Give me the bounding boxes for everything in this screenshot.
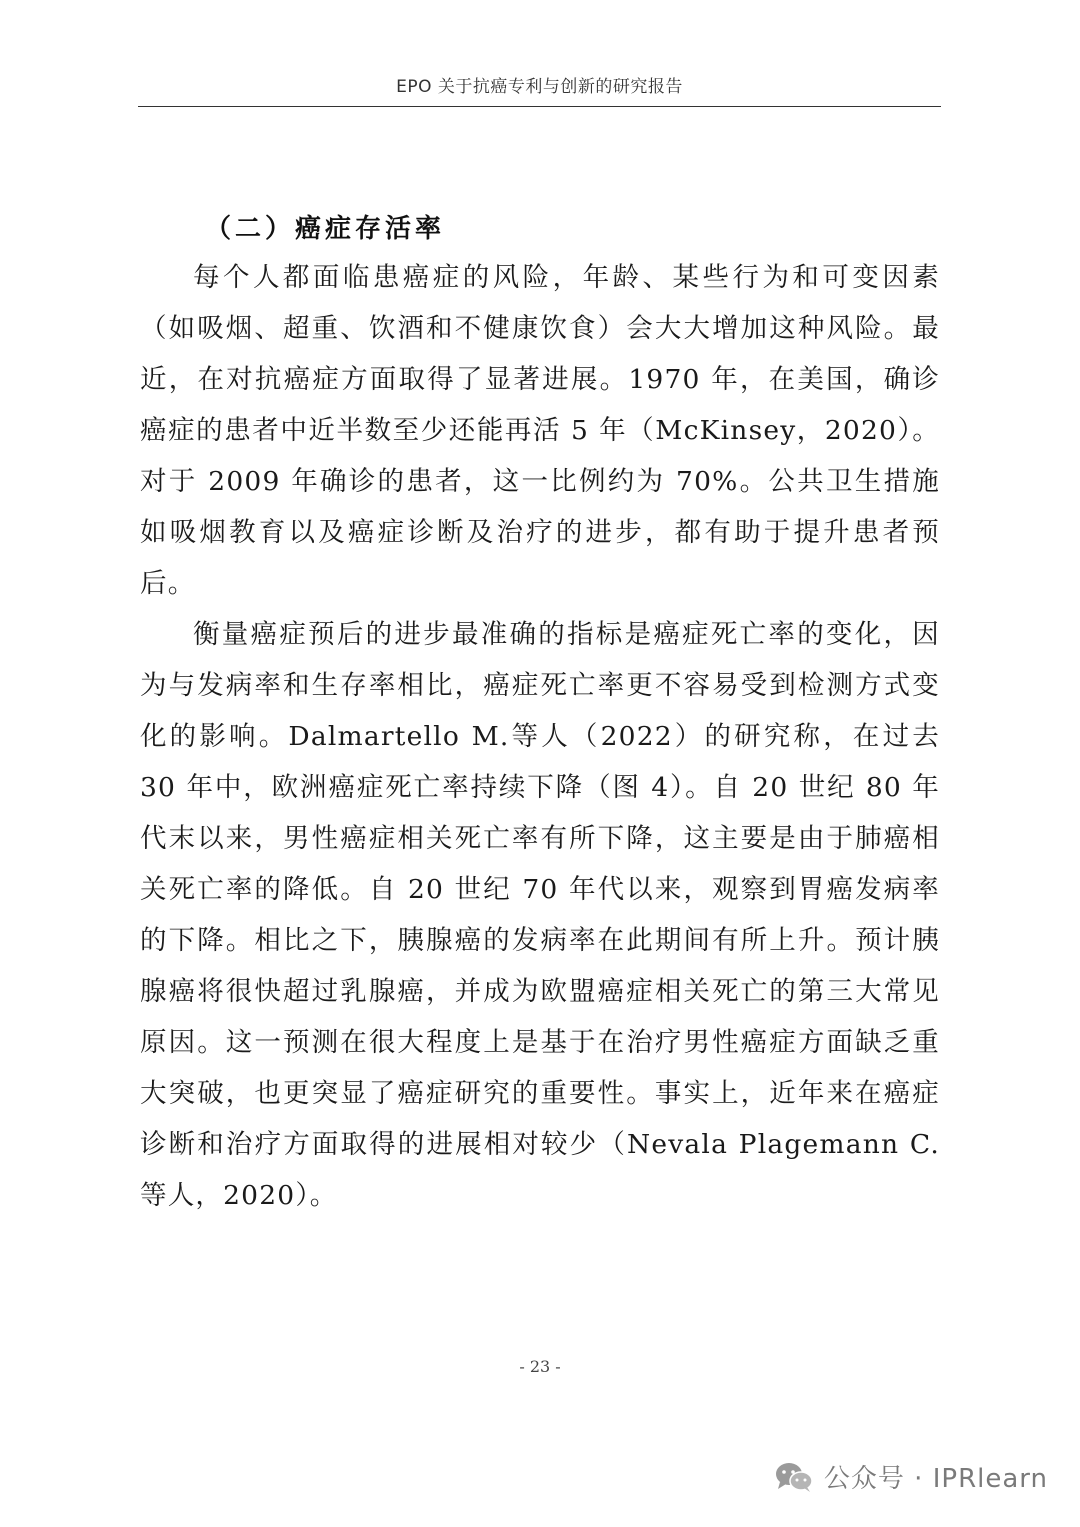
- paragraph-1: 每个人都面临患癌症的风险，年龄、某些行为和可变因素（如吸烟、超重、饮酒和不健康饮食）会大大增加这种风险。最近，在对抗癌症方面取得了显著进展。1970 年，在美国，确诊癌症的患者中近半数至少还能再活 5 年（McKinsey，2020）。对于 2009 年确诊的患者，这一比例约为 70%。公共卫生措施如吸烟教育以及癌症诊断及治疗的进步，都有助于提升患者预后。: [140, 262, 940, 599]
- section-heading: （二）癌症存活率: [205, 214, 446, 244]
- wechat-icon: [774, 1461, 814, 1493]
- running-header: EPO 关于抗癌专利与创新的研究报告: [396, 77, 683, 97]
- paragraph-2: 衡量癌症预后的进步最准确的指标是癌症死亡率的变化，因为与发病率和生存率相比，癌症死亡率更不容易受到检测方式变化的影响。Dalmartello M.等人（2022）的研究称，在过去 30 年中，欧洲癌症死亡率持续下降（图 4）。自 20 世纪 80 年代末以来，男性癌症相关死亡率有所下降，这主要是由于肺癌相关死亡率的降低。自 20 世纪 70 年代以来，观察到胃癌发病率的下降。相比之下，胰腺癌的发病率在此期间有所上升。预计胰腺癌将很快超过乳腺癌，并成为欧盟癌症相关死亡的第三大常见原因。这一预测在很大程度上是基于在治疗男性癌症方面缺乏重大突破，也更突显了癌症研究的重要性。事实上，近年来在癌症诊断和治疗方面取得的进展相对较少（Nevala Plagemann C.等人，2020）。: [140, 619, 940, 1211]
- watermark: [774, 1458, 1048, 1495]
- page-number: - 23 -: [519, 1357, 561, 1376]
- body-text: [140, 252, 940, 1221]
- watermark-text: 公众号 · IPRlearn: [823, 1464, 1048, 1494]
- header-divider: [138, 106, 941, 107]
